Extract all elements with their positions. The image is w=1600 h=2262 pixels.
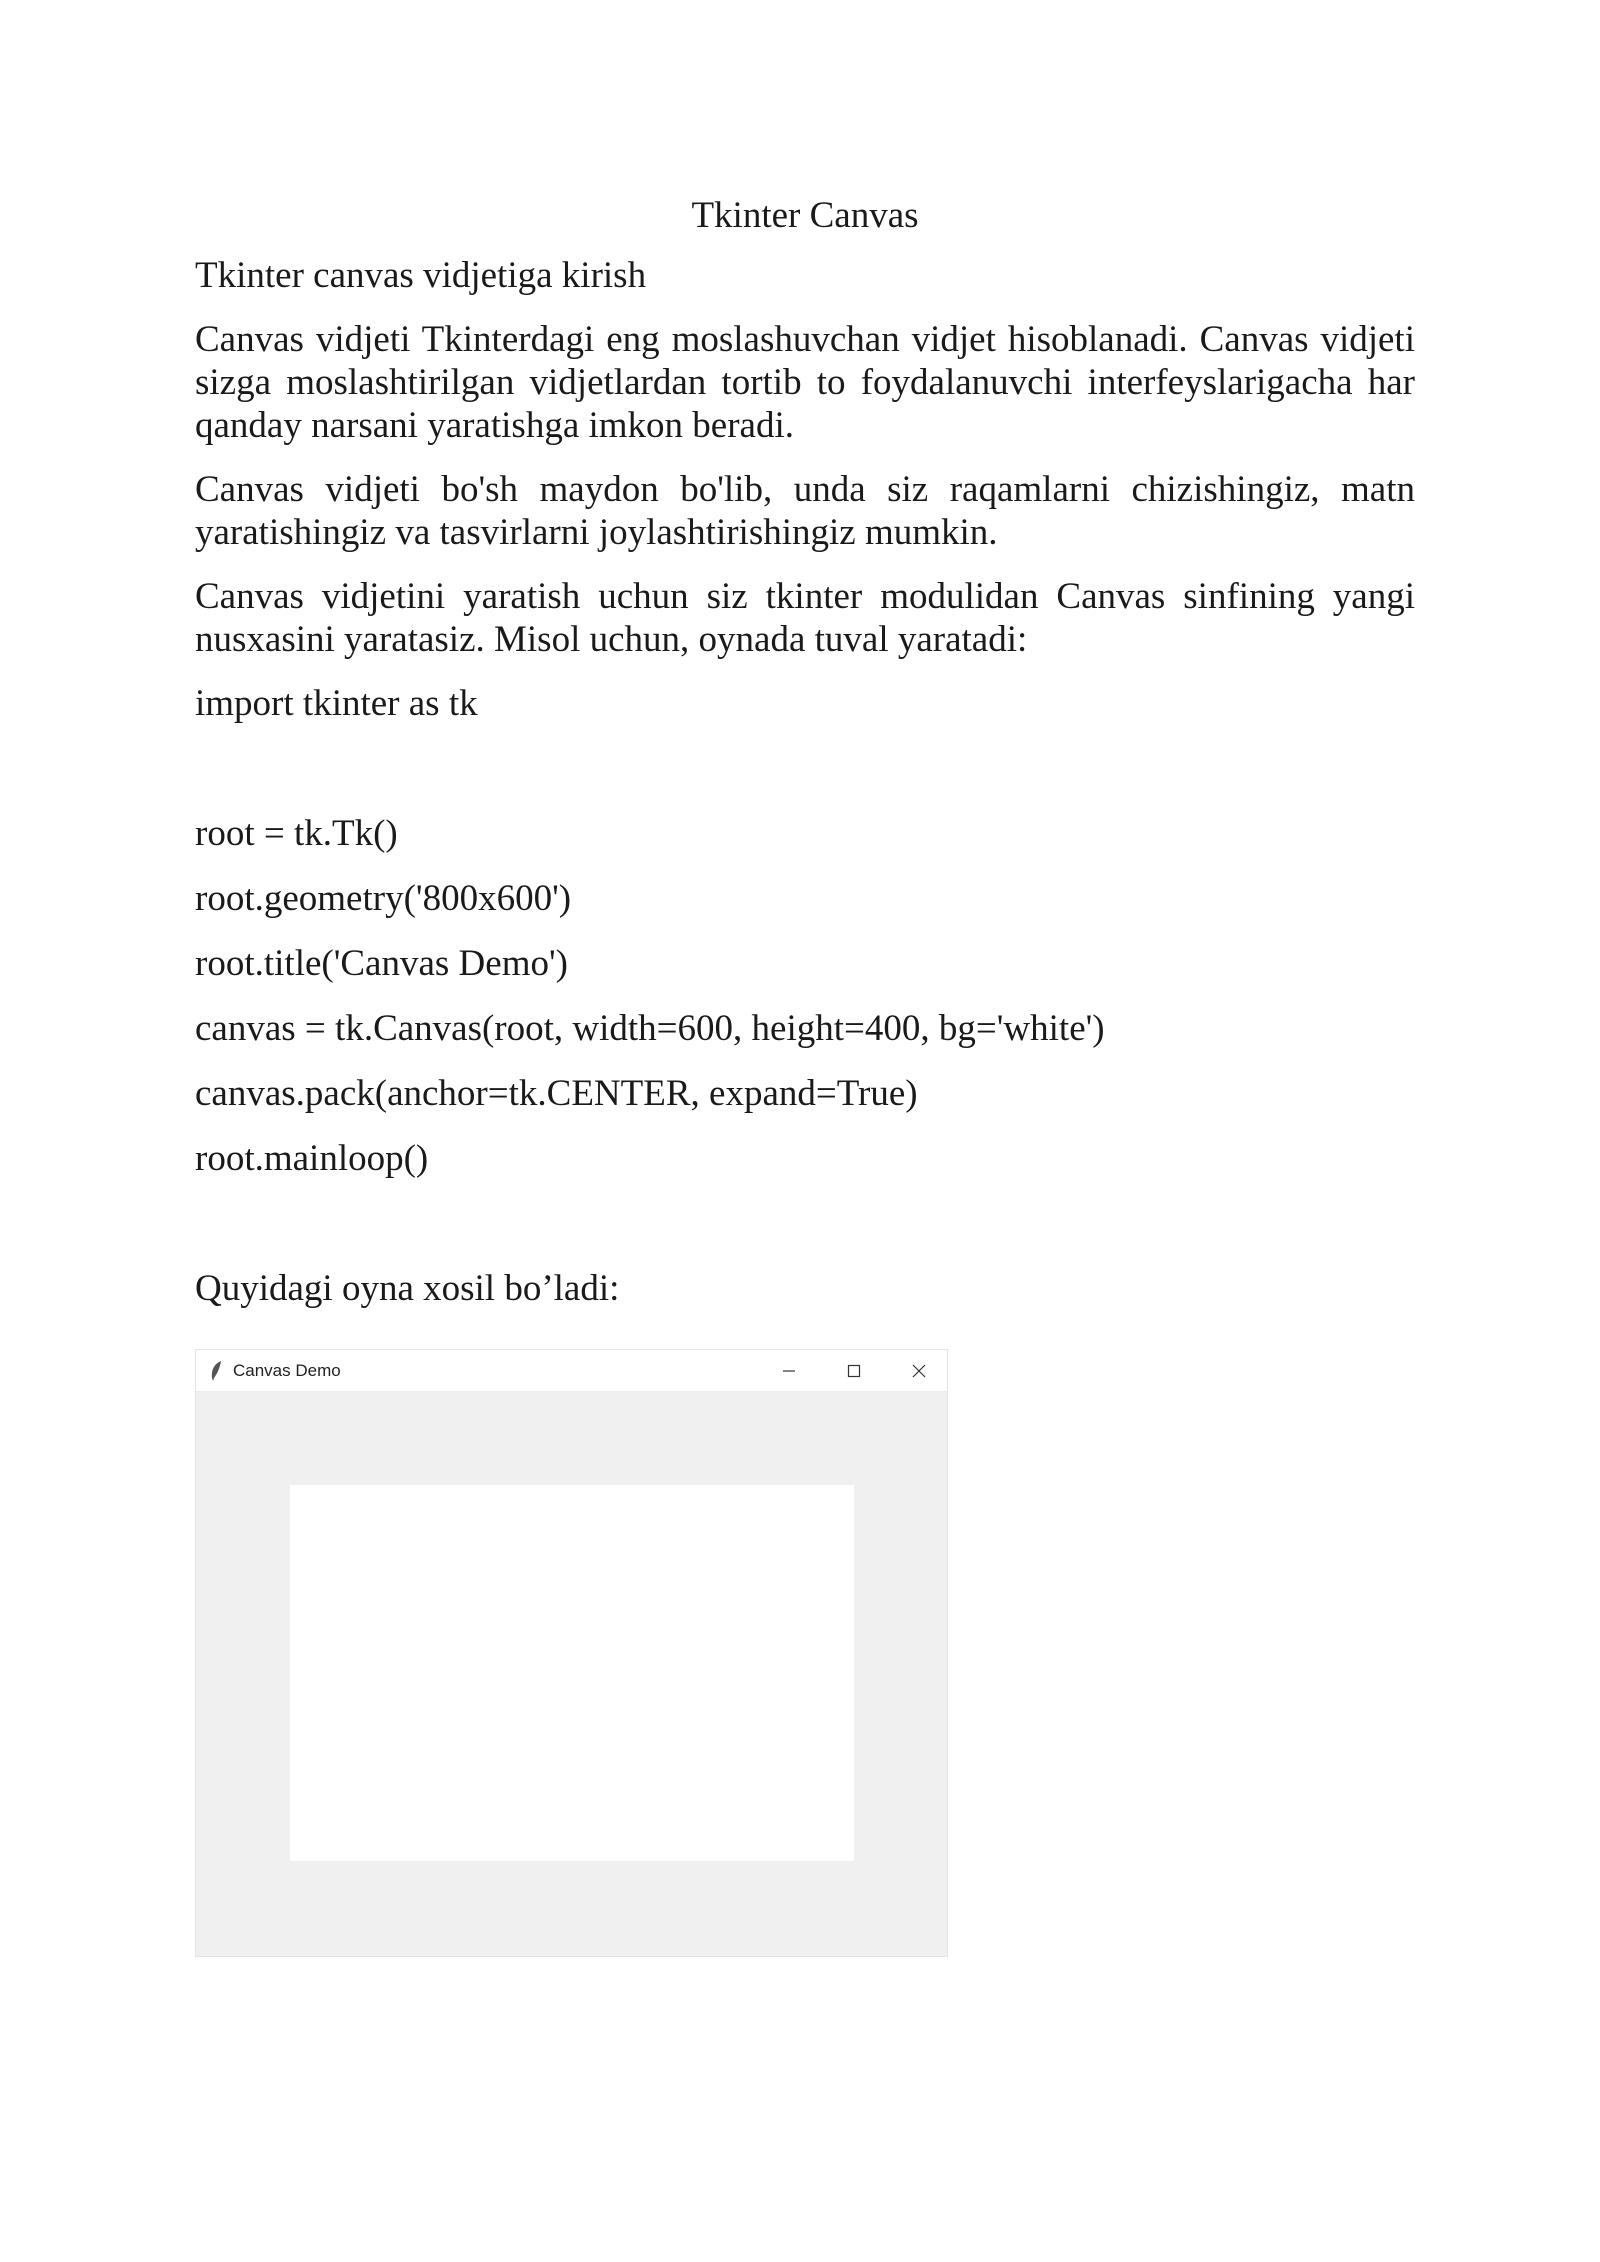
blank-line [195,747,1415,791]
code-line-canvas: canvas = tk.Canvas(root, width=600, height=400, bg='white') [195,1008,1105,1049]
code-line-mainloop: root.mainloop() [195,1138,429,1179]
close-button[interactable] [889,1350,949,1392]
code-line-geometry: root.geometry('800x600') [195,878,572,919]
code-line-import: import tkinter as tk [195,683,478,724]
paragraph-intro: Canvas vidjeti Tkinterdagi eng moslashuvchan vidjet hisoblanadi. Canvas vidjeti sizga moslashtirilgan vidjetlardan tortib to foydalanuvchi interfeyslarigacha har qanday narsani yaratishga imkon beradi. [195,319,1415,446]
document-title: Tkinter Canvas [691,195,919,236]
code-line-pack: canvas.pack(anchor=tk.CENTER, expand=True) [195,1073,918,1114]
code-line-title: root.title('Canvas Demo') [195,943,568,984]
window-titlebar[interactable] [196,1350,947,1392]
minimize-icon [782,1364,796,1378]
minimize-button[interactable] [759,1350,819,1392]
close-icon [912,1364,926,1378]
canvas-demo-window [195,1349,948,1957]
maximize-icon [847,1364,861,1378]
paragraph-description: Canvas vidjeti bo'sh maydon bo'lib, unda siz raqamlarni chizishingiz, matn yaratishingiz va tasvirlarni joylashtirishingiz mumkin. [195,469,1415,553]
code-line-root: root = tk.Tk() [195,813,398,854]
paragraph-instructions: Canvas vidjetini yaratish uchun siz tkinter modulidan Canvas sinfining yangi nusxasini yaratasiz. Misol uchun, oynada tuval yaratadi: [195,576,1415,660]
window-title: Canvas Demo [233,1361,341,1380]
result-caption: Quyidagi oyna xosil bo’ladi: [195,1268,620,1309]
section-heading: Tkinter canvas vidjetiga kirish [195,255,647,296]
document-page [195,190,1415,1331]
feather-icon [209,1360,223,1382]
maximize-button[interactable] [824,1350,884,1392]
white-canvas[interactable] [290,1485,854,1861]
blank-line [195,1202,1415,1246]
